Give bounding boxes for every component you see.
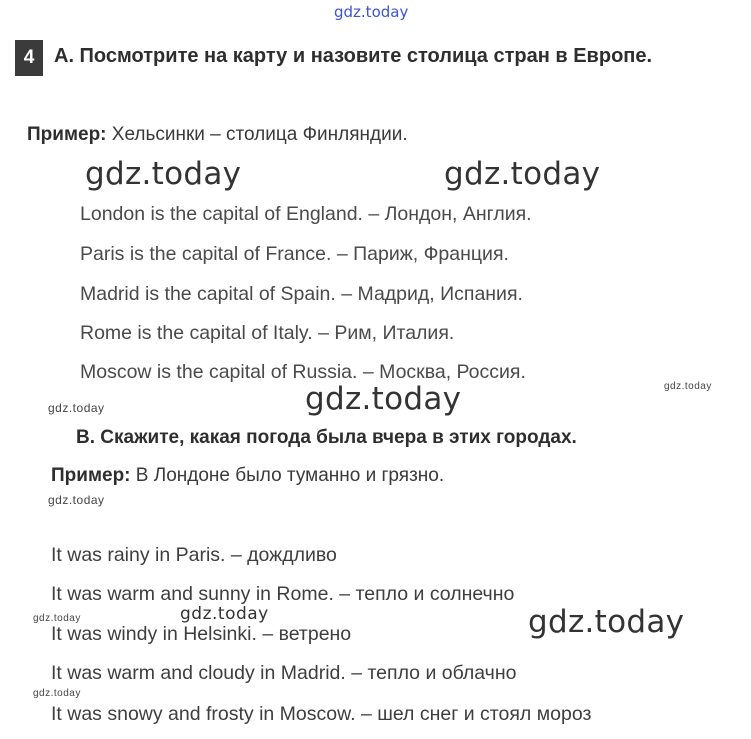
watermark-top: gdz.today [334, 3, 409, 21]
part-b-line: It was warm and sunny in Rome. – тепло и солнечно [51, 583, 515, 605]
watermark-small-2: gdz.today [48, 401, 105, 415]
watermark-small-4: gdz.today [33, 613, 81, 624]
part-a-line: London is the capital of England. – Лондон, Англия. [80, 203, 532, 225]
part-a-line: Paris is the capital of France. – Париж, Франция. [80, 243, 509, 265]
part-b-line: It was warm and cloudy in Madrid. – тепло и облачно [51, 662, 517, 684]
part-b-line: It was rainy in Paris. – дождливо [51, 544, 337, 566]
part-a-heading: A. Посмотрите на карту и назовите столица стран в Европе. [54, 45, 653, 67]
watermark-large-4: gdz.today [528, 604, 685, 640]
watermark-large-3: gdz.today [305, 381, 462, 417]
exercise-number-badge: 4 [15, 40, 43, 76]
part-a-example [27, 124, 408, 146]
watermark-medium-1: gdz.today [180, 604, 269, 624]
watermark-small-3: gdz.today [48, 493, 105, 507]
part-a-line: Moscow is the capital of Russia. – Москва, Россия. [80, 361, 526, 383]
part-a-line: Madrid is the capital of Spain. – Мадрид, Испания. [80, 283, 523, 305]
part-a-line: Rome is the capital of Italy. – Рим, Италия. [80, 322, 455, 344]
watermark-large-1: gdz.today [85, 156, 242, 192]
watermark-small-1: gdz.today [664, 381, 712, 392]
part-a-example-text: Хельсинки – столица Финляндии. [111, 124, 408, 145]
watermark-small-5: gdz.today [33, 688, 81, 699]
watermark-large-2: gdz.today [444, 156, 601, 192]
part-b-example-text: В Лондоне было туманно и грязно. [135, 465, 445, 486]
part-b-line: It was windy in Helsinki. – ветрено [51, 623, 352, 645]
part-b-example-label: Пример: [51, 465, 131, 486]
part-b-heading: B. Скажите, какая погода была вчера в этих городах. [76, 427, 577, 448]
part-b-example [51, 465, 444, 487]
part-b-line: It was snowy and frosty in Moscow. – шел снег и стоял мороз [51, 703, 592, 725]
part-a-example-label: Пример: [27, 124, 107, 145]
